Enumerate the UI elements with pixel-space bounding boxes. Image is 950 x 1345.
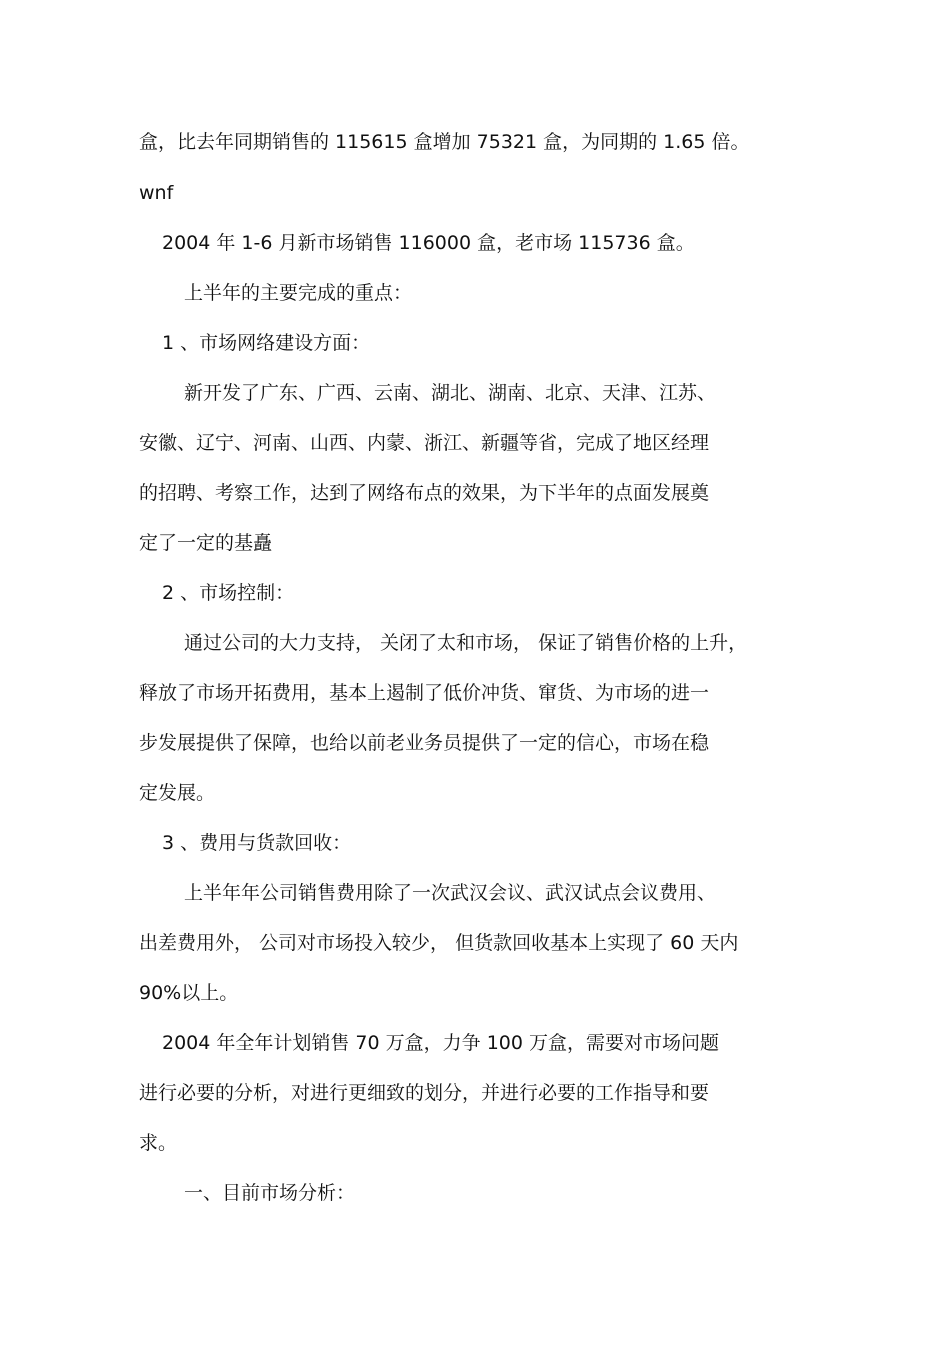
paragraph-line: 通过公司的大力支持， 关闭了太和市场， 保证了销售价格的上升， bbox=[184, 632, 748, 654]
paragraph-line: 定了一定的基矗 bbox=[139, 532, 273, 554]
paragraph-line: 2004 年全年计划销售 70 万盒，力争 100 万盒，需要对市场问题 bbox=[162, 1032, 719, 1054]
paragraph-line: 盒，比去年同期销售的 115615 盒增加 75321 盒，为同期的 1.65 倍。 bbox=[139, 131, 750, 153]
paragraph-line: 上半年年公司销售费用除了一次武汉会议、武汉试点会议费用、 bbox=[184, 882, 717, 904]
paragraph-line: 2004 年 1-6 月新市场销售 116000 盒，老市场 115736 盒。 bbox=[162, 232, 695, 254]
paragraph-line: 出差费用外， 公司对市场投入较少， 但货款回收基本上实现了 60 天内 bbox=[139, 932, 739, 954]
section-heading: 上半年的主要完成的重点： bbox=[184, 282, 413, 304]
numbered-heading: 3 、费用与货款回收： bbox=[162, 832, 352, 854]
numbered-heading: 2 、市场控制： bbox=[162, 582, 295, 604]
paragraph-line: 步发展提供了保障，也给以前老业务员提供了一定的信心，市场在稳 bbox=[139, 732, 710, 754]
paragraph-line: 求。 bbox=[139, 1132, 178, 1154]
paragraph-line: 新开发了广东、广西、云南、湖北、湖南、北京、天津、江苏、 bbox=[184, 382, 717, 404]
numbered-heading: 1 、市场网络建设方面： bbox=[162, 332, 371, 354]
paragraph-line: 释放了市场开拓费用，基本上遏制了低价冲货、窜货、为市场的进一 bbox=[139, 682, 710, 704]
section-heading: 一、目前市场分析： bbox=[184, 1182, 356, 1204]
paragraph-line: 90%以上。 bbox=[139, 982, 239, 1004]
paragraph-line: 进行必要的分析，对进行更细致的划分，并进行必要的工作指导和要 bbox=[139, 1082, 710, 1104]
paragraph-line: wnf bbox=[139, 182, 174, 204]
paragraph-line: 定发展。 bbox=[139, 782, 216, 804]
paragraph-line: 安徽、辽宁、河南、山西、内蒙、浙江、新疆等省，完成了地区经理 bbox=[139, 432, 710, 454]
paragraph-line: 的招聘、考察工作，达到了网络布点的效果，为下半年的点面发展奠 bbox=[139, 482, 710, 504]
